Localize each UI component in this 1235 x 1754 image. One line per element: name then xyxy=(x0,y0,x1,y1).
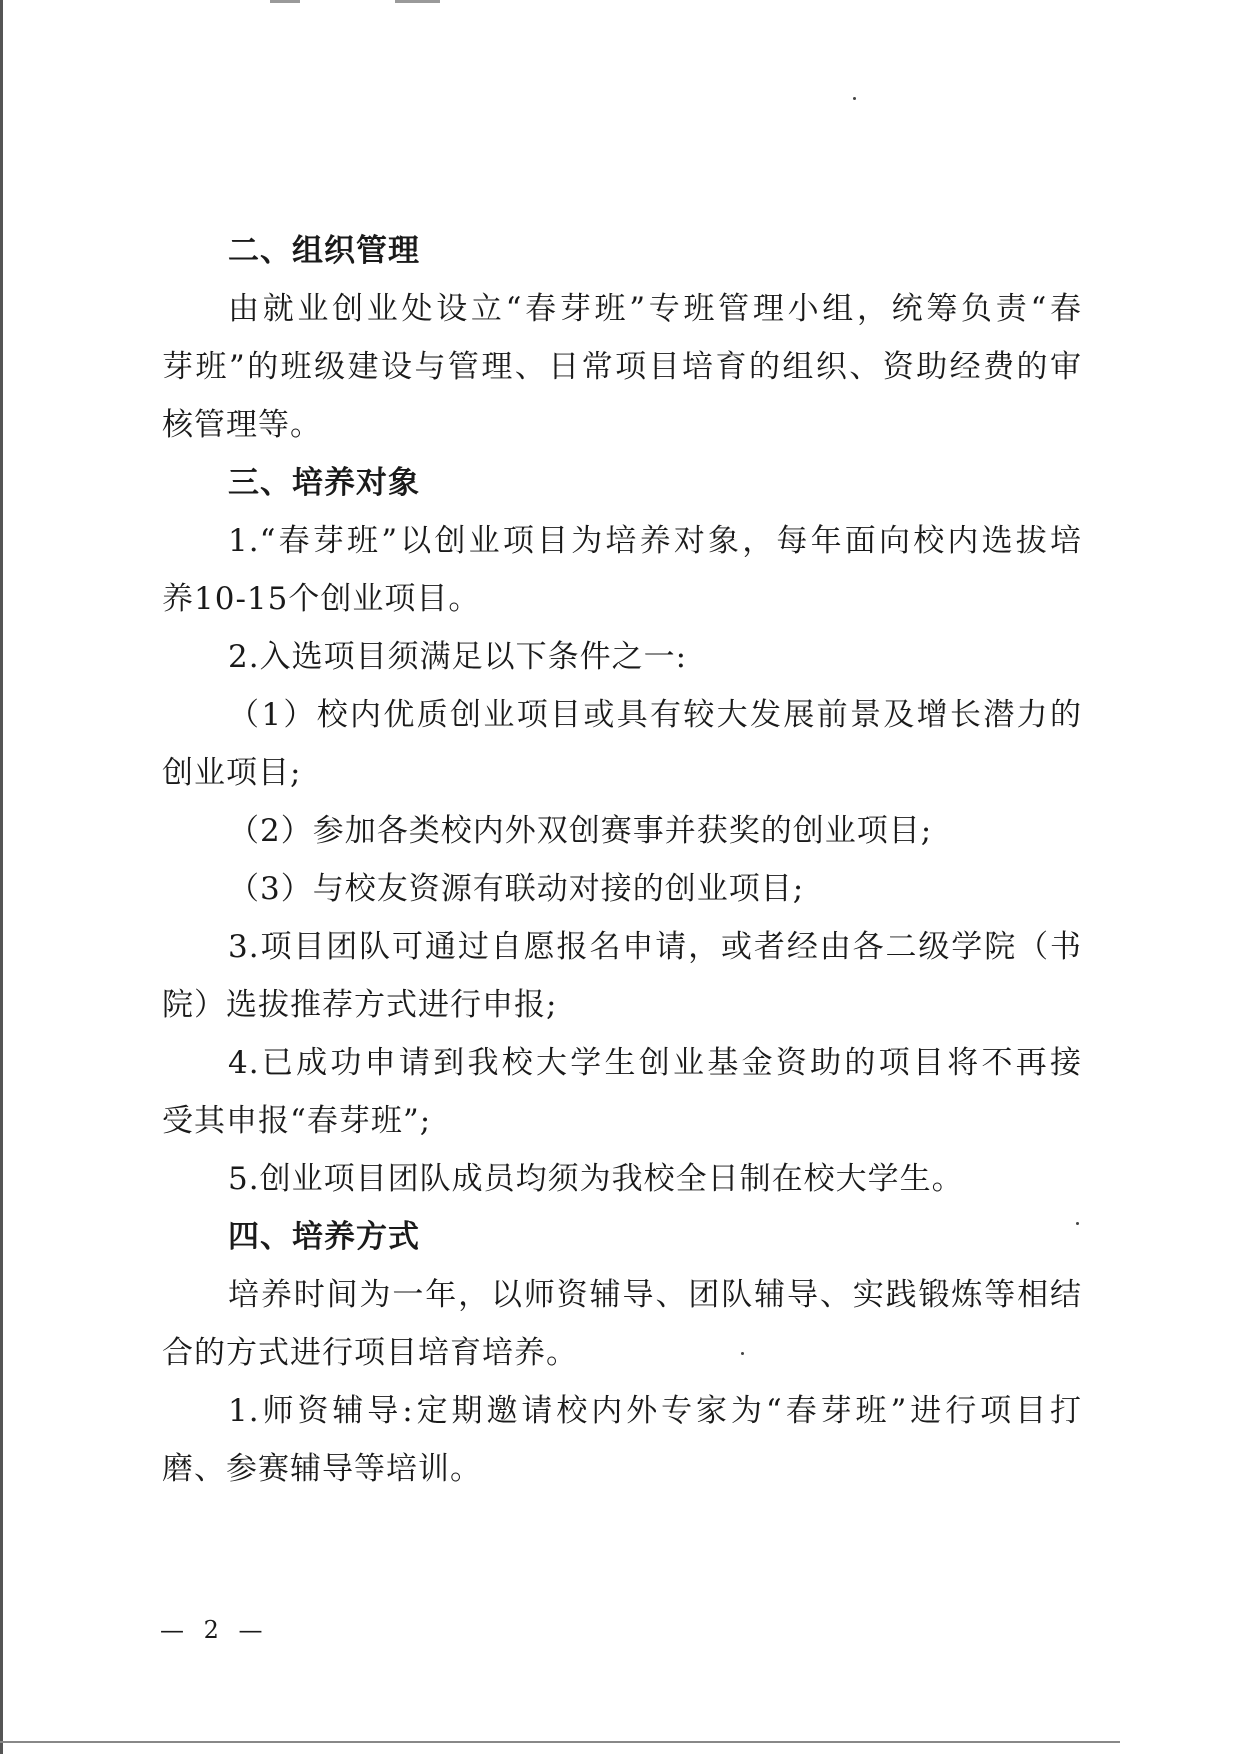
section-heading: 三、培养对象 xyxy=(228,465,420,501)
paragraph-line: （3）与校友资源有联动对接的创业项目; xyxy=(228,871,805,907)
paragraph-line: 5.创业项目团队成员均须为我校全日制在校大学生。 xyxy=(228,1161,964,1197)
document-body xyxy=(162,222,1082,1498)
paragraph xyxy=(162,918,1082,1034)
paragraph xyxy=(162,1382,1082,1498)
paragraph-line: （1）校内优质创业项目或具有较大发展前景及增长潜力的 xyxy=(228,697,1082,733)
top-scan-mark xyxy=(395,0,440,3)
paragraph-line: 磨、参赛辅导等培训。 xyxy=(162,1451,482,1487)
page-number: — 2 — xyxy=(160,1616,269,1644)
paragraph-line: （2）参加各类校内外双创赛事并获奖的创业项目; xyxy=(228,813,933,849)
paragraph-line: 由就业创业处设立“春芽班”专班管理小组，统筹负责“春 xyxy=(228,291,1082,327)
paragraph-line: 2.入选项目须满足以下条件之一: xyxy=(228,639,688,675)
paragraph xyxy=(162,512,1082,628)
paragraph xyxy=(162,280,1082,454)
scan-speck xyxy=(853,97,856,100)
paragraph-line: 3.项目团队可通过自愿报名申请，或者经由各二级学院（书 xyxy=(228,929,1082,965)
paragraph xyxy=(162,802,1082,860)
paragraph-line: 1.师资辅导:定期邀请校内外专家为“春芽班”进行项目打 xyxy=(228,1393,1082,1429)
paragraph-line: 养10-15个创业项目。 xyxy=(162,581,481,617)
paragraph-line: 1.“春芽班”以创业项目为培养对象，每年面向校内选拔培 xyxy=(228,523,1082,559)
paragraph xyxy=(162,686,1082,802)
paragraph-line: 合的方式进行项目培育培养。 xyxy=(162,1335,578,1371)
paragraph-line: 受其申报“春芽班”; xyxy=(162,1103,432,1139)
section-heading: 二、组织管理 xyxy=(228,233,420,269)
paragraph-line: 芽班”的班级建设与管理、日常项目培育的组织、资助经费的审 xyxy=(162,349,1082,385)
paragraph-line: 培养时间为一年，以师资辅导、团队辅导、实践锻炼等相结 xyxy=(228,1277,1082,1313)
section-heading: 四、培养方式 xyxy=(228,1219,420,1255)
paragraph-line: 核管理等。 xyxy=(162,407,322,443)
top-scan-mark xyxy=(270,0,300,3)
paragraph-line: 4.已成功申请到我校大学生创业基金资助的项目将不再接 xyxy=(228,1045,1082,1081)
page-edge-left xyxy=(0,0,3,1754)
paragraph-line: 创业项目; xyxy=(162,755,302,791)
paragraph xyxy=(162,1150,1082,1208)
paragraph xyxy=(162,1034,1082,1150)
paragraph xyxy=(162,1266,1082,1382)
page-edge-bottom xyxy=(0,1741,1120,1743)
paragraph-line: 院）选拔推荐方式进行申报; xyxy=(162,987,558,1023)
paragraph xyxy=(162,628,1082,686)
paragraph xyxy=(162,860,1082,918)
